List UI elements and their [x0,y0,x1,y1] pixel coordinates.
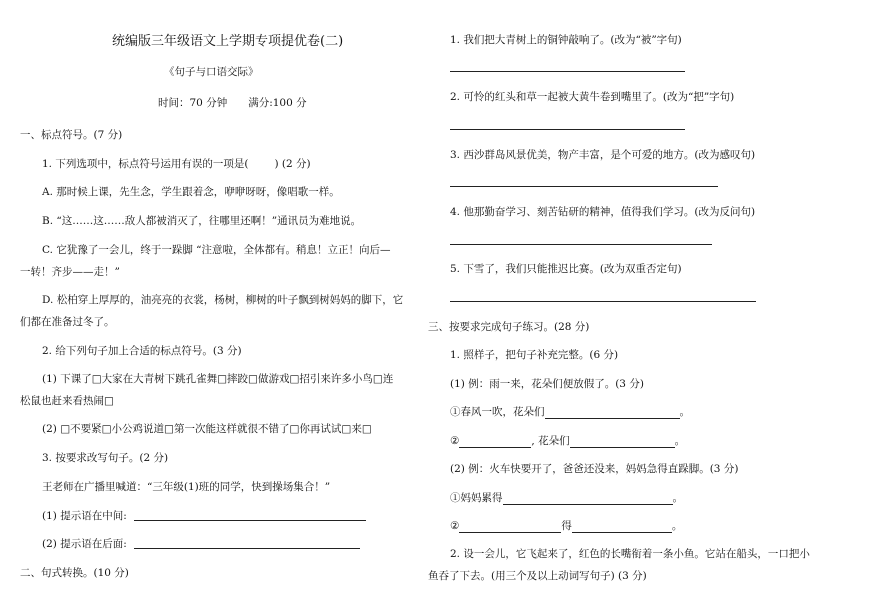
exercise-1: 1. 照样子，把句子补充完整。(6 分) [450,349,619,361]
answer-line[interactable] [450,129,685,130]
fill-blank[interactable] [459,521,561,533]
option-d-line-1: D. 松柏穿上厚厚的，油亮亮的衣裳，杨树，柳树的叶子飘到树妈妈的脚下，它 [42,294,404,306]
exercise-1-example-1: (1) 例：雨一来，花朵们便放假了。(3 分) [450,378,644,390]
option-c-line-1: C. 它犹豫了一会儿，终于一跺脚 “注意啦，全体都有。稍息！立正！向后— [42,244,391,256]
rewrite-q4: 4. 他那勤奋学习、刻苦钻研的精神，值得我们学习。(改为反问句) [450,206,756,218]
fill-blank[interactable] [503,493,673,505]
fill-blank[interactable] [459,436,531,448]
exercise-1-2-a: ①妈妈累得 。 [450,492,683,504]
question-2: 2. 给下列句子加上合适的标点符号。(3 分) [42,345,242,357]
rewrite-q5: 5. 下雪了，我们只能推迟比赛。(改为双重否定句) [450,263,682,275]
option-d-line-2: 们都在准备过冬了。 [20,316,115,328]
rewrite-q2: 2. 可怜的红头和草一起被大黄牛卷到嘴里了。(改为“把”字句) [450,91,735,103]
option-c-line-2: 一转！齐步——走！” [20,266,120,278]
page-subtitle: 《句子与口语交际》 [164,66,259,78]
answer-line[interactable] [134,548,360,549]
option-a: A. 那时候上课，先生念，学生跟着念，咿咿呀呀，像唱歌一样。 [42,186,340,198]
section-1-title: 一、标点符号。(7 分) [20,129,123,141]
question-2-2: (2) □不要紧□小公鸡说道□第一次能这样就很不错了□你再试试□来□ [42,423,372,435]
question-1: 1. 下列选项中，标点符号运用有误的一项是( ) (2 分) [42,158,311,170]
exam-meta: 时间：70 分钟 满分:100 分 [158,97,307,109]
question-3-1: (1) 提示语在中间: [42,510,127,522]
exercise-1-1-b: ② , 花朵们 。 [450,435,686,447]
fill-blank[interactable] [545,407,680,419]
section-2-title: 二、句式转换。(10 分) [20,567,129,579]
answer-line[interactable] [450,186,718,187]
section-3-title: 三、按要求完成句子练习。(28 分) [428,321,590,333]
fill-blank[interactable] [570,436,675,448]
question-2-1-line-2: 松鼠也赶来看热闹□ [20,395,114,407]
answer-line[interactable] [450,301,756,302]
question-1-text: 1. 下列选项中，标点符号运用有误的一项是 [42,158,245,170]
question-3: 3. 按要求改写句子。(2 分) [42,452,169,464]
exercise-1-example-2: (2) 例：火车快要开了，爸爸还没来，妈妈急得直跺脚。(3 分) [450,463,739,475]
exercise-1-1-a: ①春风一吹，花朵们 。 [450,406,690,418]
page-title: 统编版三年级语文上学期专项提优卷(二) [112,34,344,49]
question-2-1-line-1: (1) 下课了□大家在大青树下跳孔雀舞□摔跤□做游戏□招引来许多小鸟□连 [42,373,394,385]
option-b: B. “这……这……敌人都被消灭了，往哪里还啊！”通讯员为难地说。 [42,215,362,227]
fill-blank[interactable] [572,521,672,533]
exercise-1-2-b: ② 得 。 [450,520,683,532]
exercise-2-line-1: 2. 设一会儿，它飞起来了，红色的长嘴衔着一条小鱼。它站在船头，一口把小 [450,548,810,560]
question-1-score: (2 分) [281,158,311,170]
answer-line[interactable] [450,71,685,72]
question-3-2: (2) 提示语在后面: [42,538,127,550]
answer-line[interactable] [134,520,366,521]
question-3-sentence: 王老师在广播里喊道：“三年级(1)班的同学，快到操场集合！” [42,481,331,493]
answer-line[interactable] [450,244,712,245]
rewrite-q1: 1. 我们把大青树上的铜钟敲响了。(改为“被”字句) [450,34,682,46]
rewrite-q3: 3. 西沙群岛风景优美，物产丰富，是个可爱的地方。(改为感叹句) [450,149,756,161]
exercise-2-line-2: 鱼吞了下去。(用三个及以上动词写句子) (3 分) [428,570,647,582]
